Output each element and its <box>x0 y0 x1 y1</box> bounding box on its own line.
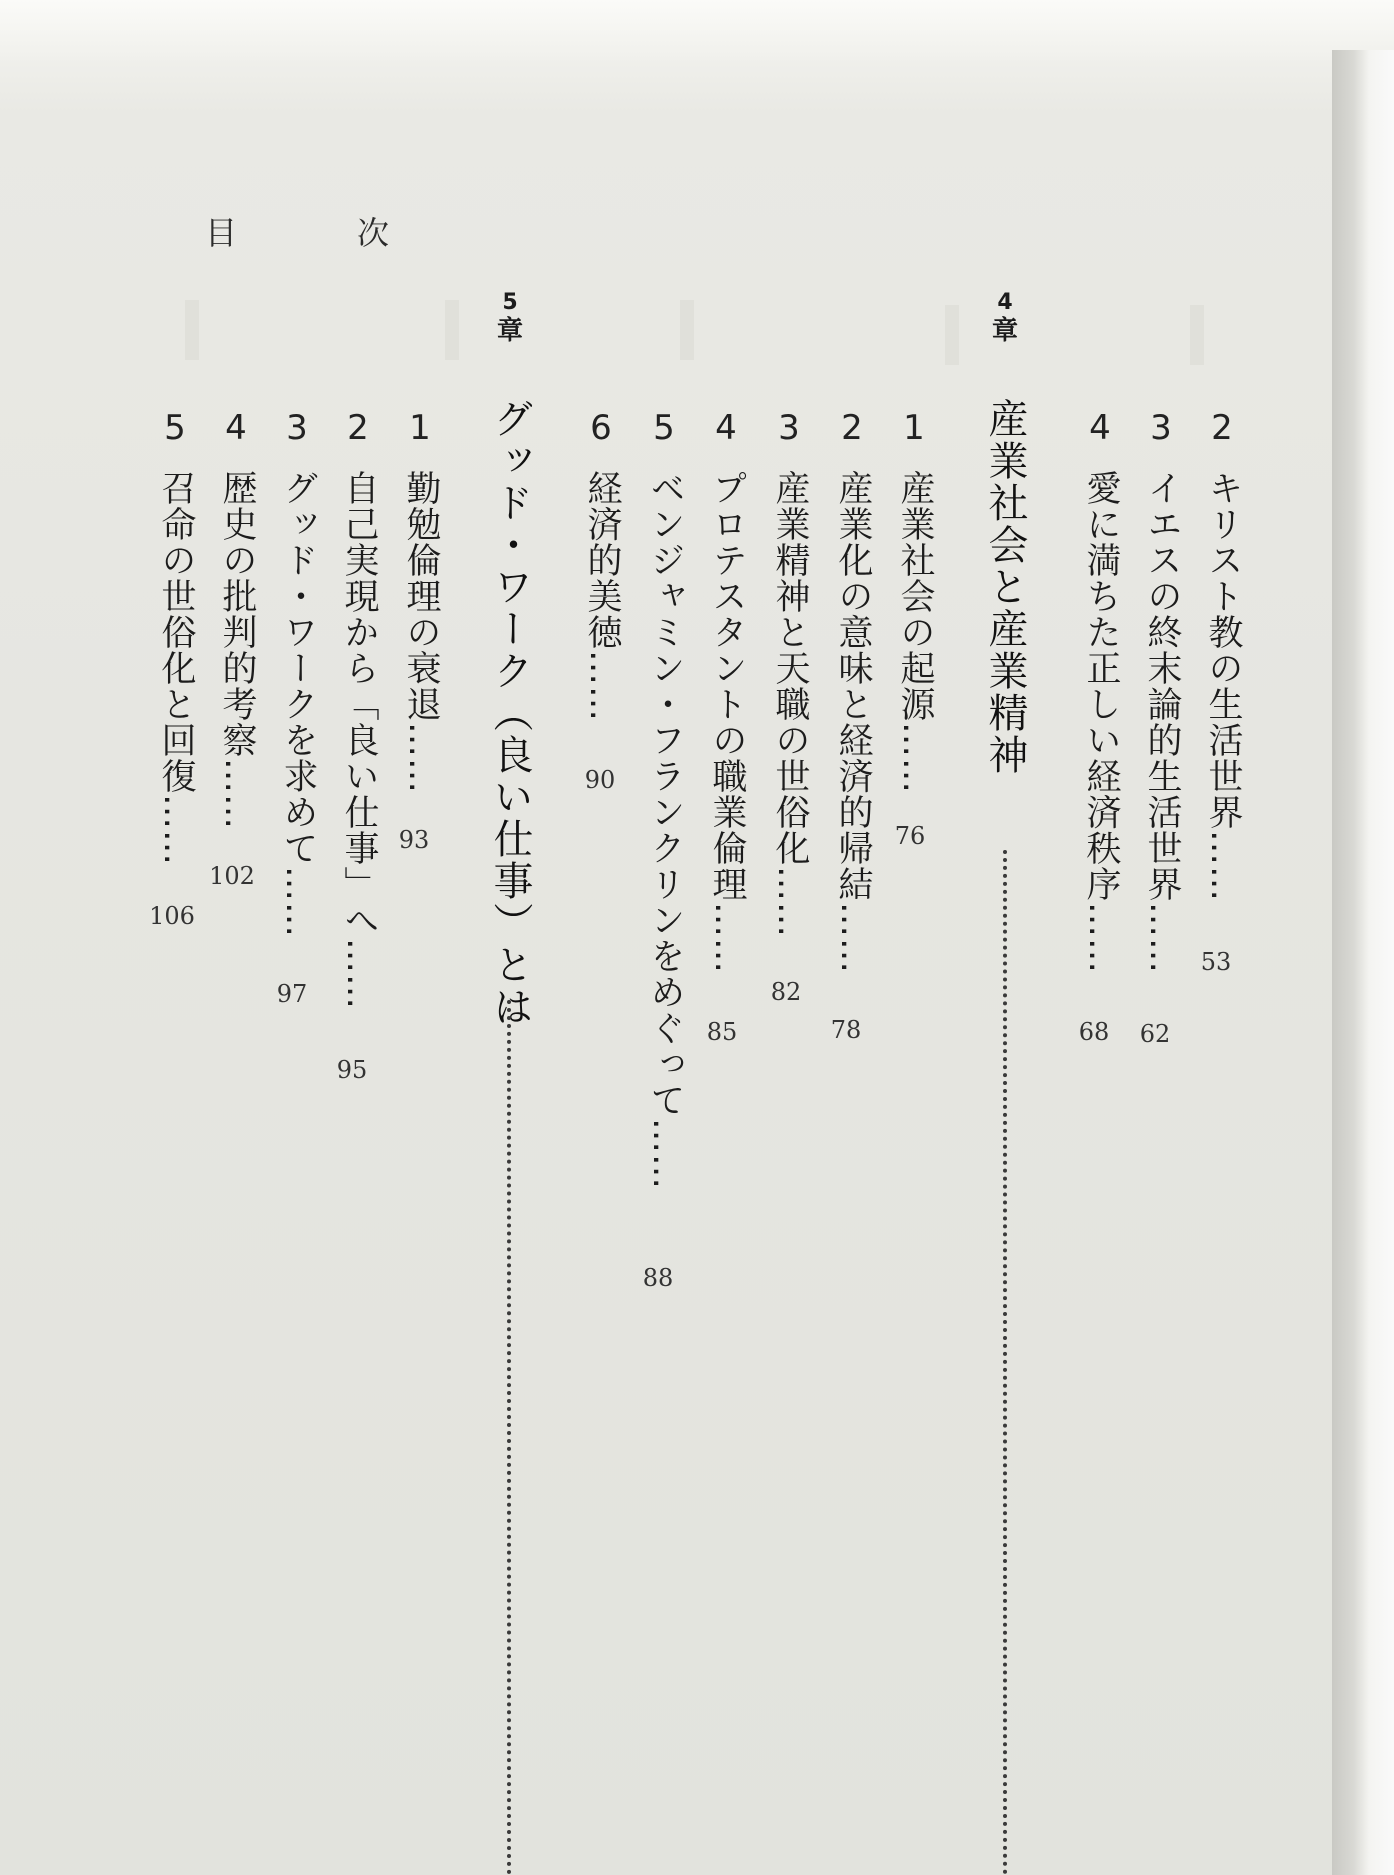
toc-page-number: 85 <box>706 1018 738 1046</box>
toc-page-number: 90 <box>584 766 616 794</box>
chapter-kanji: 章 <box>991 316 1019 346</box>
toc-page-number: 78 <box>830 1016 862 1044</box>
toc-entry-title: 経済的美徳…… <box>582 470 622 722</box>
chapter-number: 5 <box>502 290 518 315</box>
show-through-mark <box>945 305 959 365</box>
show-through-mark <box>680 300 694 360</box>
entry-number: 4 <box>1089 408 1111 448</box>
entry-number: 4 <box>715 408 737 448</box>
entry-number: 1 <box>409 408 431 448</box>
page-edge <box>1332 50 1394 1875</box>
toc-title: 目 次 <box>205 214 434 252</box>
entry-number: 4 <box>225 408 247 448</box>
toc-page-number: 62 <box>1139 1020 1171 1048</box>
chapter-5-title: グッド・ワーク（良い仕事）とは <box>487 398 533 1028</box>
toc-page-number: 68 <box>1078 1018 1110 1046</box>
show-through-mark <box>1190 305 1204 365</box>
toc-entry-title: 召命の世俗化と回復…… <box>156 470 196 866</box>
toc-page-number: 53 <box>1200 948 1232 976</box>
chapter-4-label <box>992 290 1018 346</box>
show-through-mark <box>445 300 459 360</box>
toc-entry-title: 歴史の批判的考察…… <box>217 470 257 830</box>
chapter-kanji: 章 <box>496 316 524 346</box>
chapter-4-leader-dots <box>1003 850 1007 1875</box>
entry-number: 3 <box>778 408 800 448</box>
entry-number: 2 <box>841 408 863 448</box>
toc-entry-title: イエスの終末論的生活世界…… <box>1142 470 1182 974</box>
chapter-5-label <box>497 290 523 346</box>
chapter-4-title: 産業社会と産業精神 <box>982 398 1028 776</box>
toc-page-number: 97 <box>276 980 308 1008</box>
toc-page-number: 76 <box>894 822 926 850</box>
toc-page-number: 82 <box>770 978 802 1006</box>
toc-entry-title: 自己実現から「良い仕事」へ…… <box>339 470 379 1010</box>
toc-entry-title: ベンジャミン・フランクリンをめぐって…… <box>645 470 685 1190</box>
toc-page-number: 95 <box>336 1056 368 1084</box>
entry-number: 3 <box>1150 408 1172 448</box>
toc-page-number: 93 <box>398 826 430 854</box>
entry-number: 2 <box>347 408 369 448</box>
entry-number: 3 <box>286 408 308 448</box>
entry-number: 5 <box>653 408 675 448</box>
chapter-5-leader-dots <box>507 1000 511 1875</box>
toc-page-number: 106 <box>149 902 195 930</box>
toc-entry-title: 勤勉倫理の衰退…… <box>401 470 441 794</box>
toc-page-number: 88 <box>642 1264 674 1292</box>
toc-entry-title: キリスト教の生活世界…… <box>1203 470 1243 902</box>
entry-number: 2 <box>1211 408 1233 448</box>
toc-entry-title: 愛に満ちた正しい経済秩序…… <box>1081 470 1121 974</box>
show-through-mark <box>185 300 199 360</box>
entry-number: 6 <box>590 408 612 448</box>
page-top-shade <box>0 0 1394 60</box>
toc-entry-title: 産業精神と天職の世俗化…… <box>770 470 810 938</box>
entry-number: 5 <box>164 408 186 448</box>
toc-entry-title: グッド・ワークを求めて…… <box>278 470 318 938</box>
toc-page-number: 102 <box>209 862 255 890</box>
toc-entry-title: 産業化の意味と経済的帰結…… <box>833 470 873 974</box>
chapter-number: 4 <box>997 290 1013 315</box>
toc-entry-title: 産業社会の起源…… <box>895 470 935 794</box>
toc-entry-title: プロテスタントの職業倫理…… <box>707 470 747 974</box>
entry-number: 1 <box>903 408 925 448</box>
